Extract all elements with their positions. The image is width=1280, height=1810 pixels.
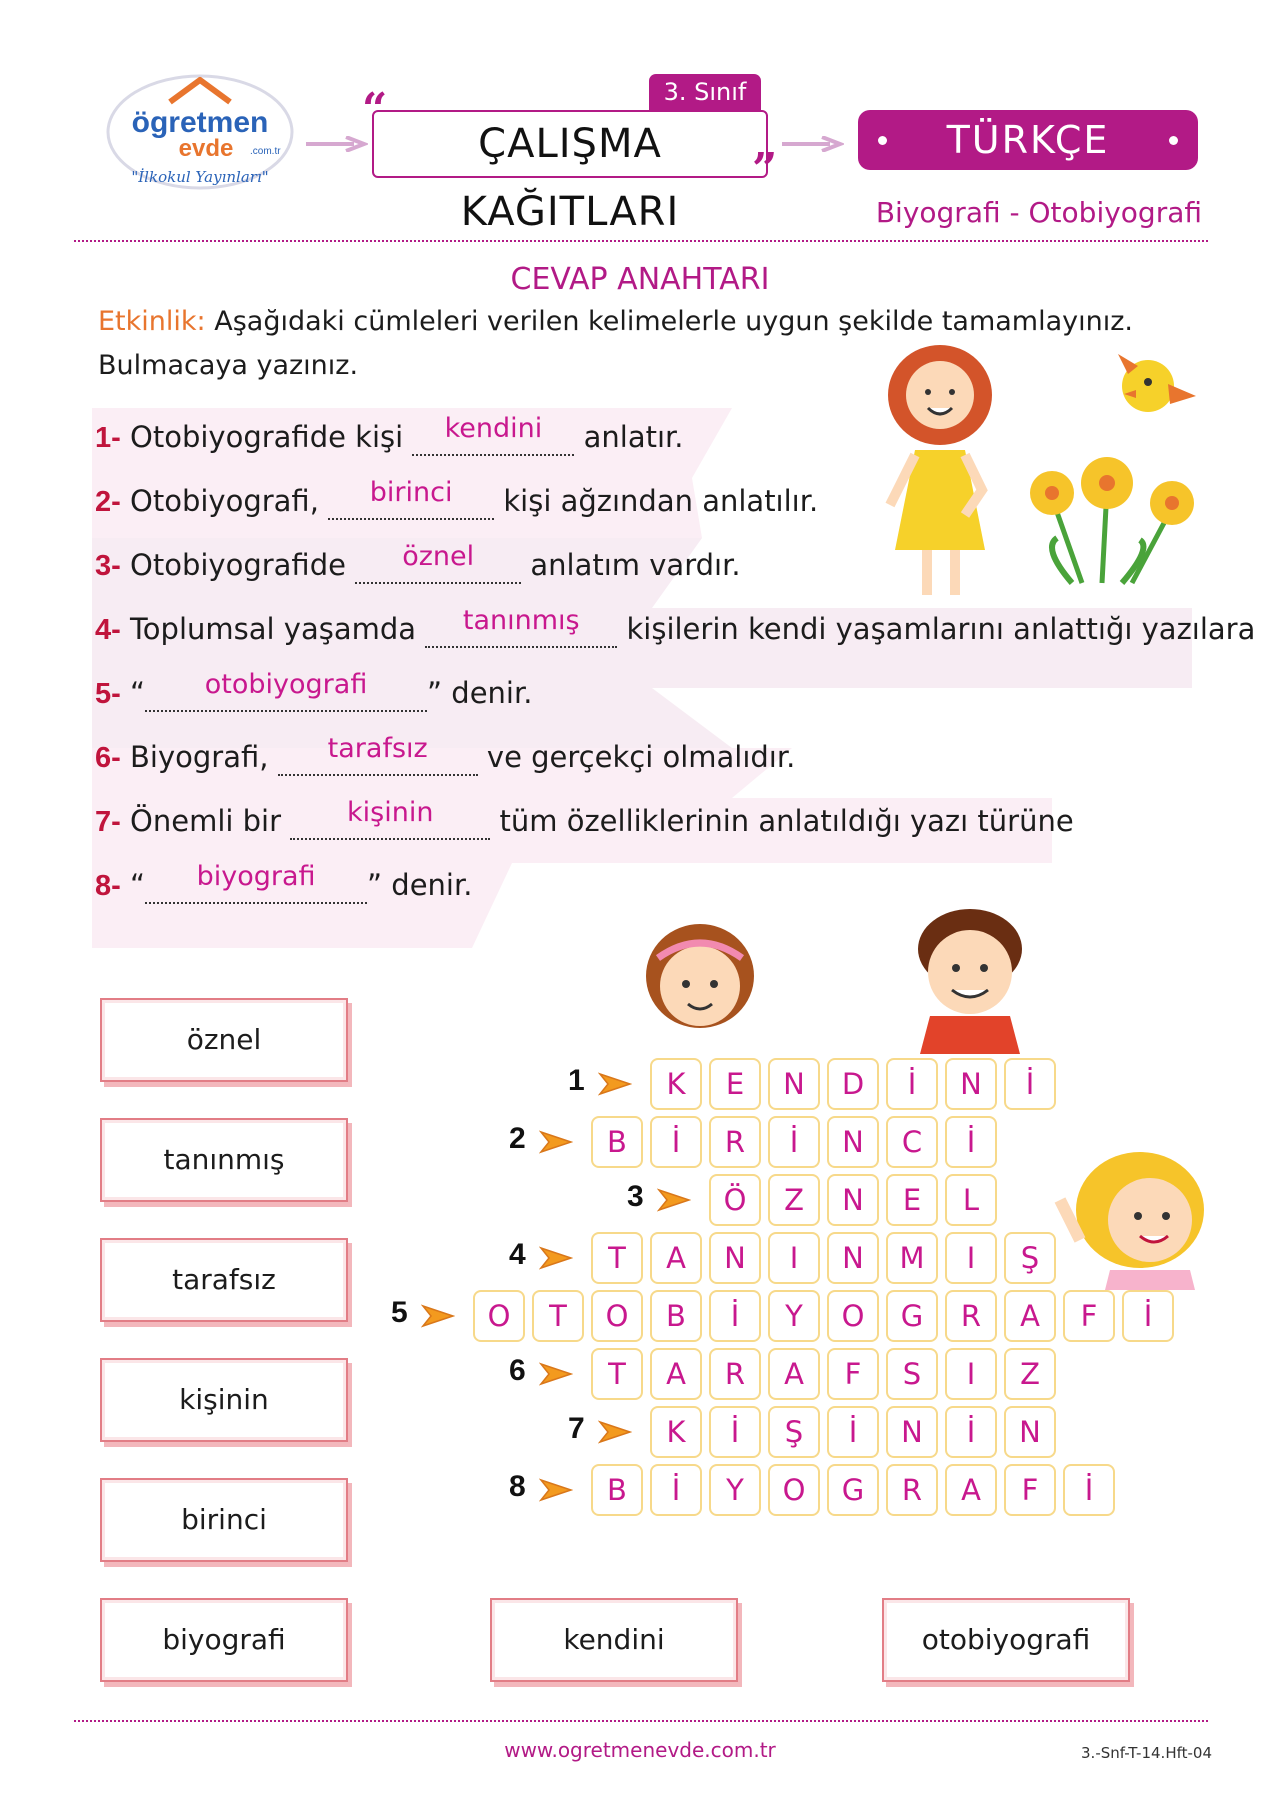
sentence-number: 6- — [95, 742, 121, 774]
sentence-item — [95, 605, 1256, 648]
puzzle-cell[interactable]: İ — [650, 1116, 702, 1168]
puzzle-row-number: 5 — [391, 1296, 408, 1329]
answer-blank[interactable] — [278, 733, 478, 776]
puzzle-cell[interactable]: N — [945, 1058, 997, 1110]
sentence-text: ” denir. — [427, 676, 533, 710]
puzzle-cell[interactable]: N — [768, 1058, 820, 1110]
divider — [74, 1720, 1208, 1722]
svg-text:"İlkokul Yayınları": "İlkokul Yayınları" — [131, 168, 269, 186]
puzzle-cell[interactable]: İ — [1122, 1290, 1174, 1342]
sentence-text: Toplumsal yaşamda — [130, 612, 426, 646]
puzzle-row-number: 8 — [509, 1470, 526, 1503]
puzzle-cell[interactable]: Z — [1004, 1348, 1056, 1400]
girl-illustration — [870, 340, 1020, 614]
girl-waving-illustration — [1040, 1140, 1230, 1294]
puzzle-cell[interactable]: E — [886, 1174, 938, 1226]
sentence-number: 5- — [95, 678, 121, 710]
sentence-text: Otobiyografide kişi — [130, 420, 413, 454]
puzzle-cell[interactable]: A — [945, 1464, 997, 1516]
puzzle-cell[interactable]: İ — [945, 1406, 997, 1458]
sentence-number: 2- — [95, 486, 121, 518]
logo — [100, 62, 300, 202]
puzzle-cell[interactable]: N — [709, 1232, 761, 1284]
word-box: tanınmış — [100, 1118, 348, 1202]
title-block — [362, 78, 778, 235]
puzzle-cell[interactable]: İ — [827, 1406, 879, 1458]
puzzle-cell[interactable]: E — [709, 1058, 761, 1110]
puzzle-cell[interactable]: N — [827, 1232, 879, 1284]
puzzle-cell[interactable]: İ — [709, 1406, 761, 1458]
arrow-right-icon — [539, 1246, 573, 1270]
instructions — [98, 300, 1198, 388]
answer-blank[interactable] — [290, 797, 490, 840]
sentence-text: Biyografi, — [130, 740, 278, 774]
puzzle-cell[interactable]: D — [827, 1058, 879, 1110]
puzzle-cell[interactable]: N — [1004, 1406, 1056, 1458]
answer-text: kendini — [444, 413, 543, 444]
kid-illustration — [640, 918, 760, 1042]
sentence-text: Önemli bir — [130, 804, 291, 838]
puzzle-cell[interactable]: N — [886, 1406, 938, 1458]
sentence-text: “ — [130, 676, 146, 710]
puzzle-cell[interactable]: İ — [1004, 1058, 1056, 1110]
puzzle-cell[interactable]: G — [886, 1290, 938, 1342]
puzzle-cell[interactable]: I — [945, 1348, 997, 1400]
subject-label: TÜRKÇE — [946, 118, 1110, 162]
arrow-right-icon — [598, 1072, 632, 1096]
topic-label: Biyografi - Otobiyografi — [875, 196, 1202, 229]
sentence-text: ve gerçekçi olmalıdır. — [477, 740, 796, 774]
sentence-text: anlatır. — [574, 420, 684, 454]
sentence-number: 8- — [95, 870, 121, 902]
puzzle-cell[interactable]: A — [650, 1348, 702, 1400]
puzzle-cell[interactable]: O — [768, 1464, 820, 1516]
puzzle-cell[interactable]: İ — [886, 1058, 938, 1110]
puzzle-cell[interactable]: L — [945, 1174, 997, 1226]
word-box: birinci — [100, 1478, 348, 1562]
puzzle-cell[interactable]: B — [650, 1290, 702, 1342]
word-box: kendini — [490, 1598, 738, 1682]
activity-label: Etkinlik: — [98, 306, 206, 337]
boy-illustration — [900, 904, 1040, 1058]
puzzle-cell[interactable]: F — [827, 1348, 879, 1400]
answer-blank[interactable] — [145, 669, 427, 712]
arrow-right-icon — [657, 1188, 691, 1212]
puzzle-cell[interactable]: Y — [768, 1290, 820, 1342]
puzzle-cell[interactable]: K — [650, 1058, 702, 1110]
puzzle-cell[interactable]: K — [650, 1406, 702, 1458]
puzzle-cell[interactable]: N — [827, 1116, 879, 1168]
sentence-item — [95, 413, 684, 456]
puzzle-cell[interactable]: B — [591, 1464, 643, 1516]
sentence-item — [95, 797, 1074, 840]
puzzle-cell[interactable]: R — [945, 1290, 997, 1342]
worksheet-code: 3.-Snf-T-14.Hft-04 — [1081, 1744, 1212, 1762]
puzzle-cell[interactable]: Y — [709, 1464, 761, 1516]
puzzle-cell[interactable]: İ — [650, 1464, 702, 1516]
word-box: biyografi — [100, 1598, 348, 1682]
puzzle-cell[interactable]: İ — [1063, 1464, 1115, 1516]
sentence-text: Otobiyografi, — [130, 484, 329, 518]
puzzle-cell[interactable]: S — [886, 1348, 938, 1400]
page-title: ÇALIŞMA KAĞITLARI — [460, 121, 680, 235]
puzzle-cell[interactable]: I — [945, 1232, 997, 1284]
arrow-right-icon — [598, 1420, 632, 1444]
puzzle-cell[interactable]: İ — [945, 1116, 997, 1168]
sentence-number: 4- — [95, 614, 121, 646]
puzzle-cell[interactable]: Ş — [768, 1406, 820, 1458]
puzzle-row-number: 6 — [509, 1354, 526, 1387]
sentence-number: 3- — [95, 550, 121, 582]
sentence-text: Otobiyografide — [130, 548, 356, 582]
puzzle-cell[interactable]: M — [886, 1232, 938, 1284]
sentence-text: “ — [130, 868, 146, 902]
puzzle-row-number: 7 — [568, 1412, 585, 1445]
sentence-number: 7- — [95, 806, 121, 838]
sentence-text: ” denir. — [367, 868, 473, 902]
puzzle-cell[interactable]: A — [650, 1232, 702, 1284]
puzzle-cell[interactable]: F — [1063, 1290, 1115, 1342]
puzzle-row-number: 3 — [627, 1180, 644, 1213]
puzzle-row-number: 1 — [568, 1064, 585, 1097]
puzzle-cell[interactable]: R — [886, 1464, 938, 1516]
puzzle-cell[interactable]: İ — [768, 1116, 820, 1168]
answer-text: otobiyografi — [204, 669, 368, 700]
divider — [74, 240, 1208, 242]
word-box: tarafsız — [100, 1238, 348, 1322]
answer-blank[interactable] — [425, 605, 617, 648]
arrow-right-icon — [782, 136, 844, 152]
puzzle-cell[interactable]: A — [1004, 1290, 1056, 1342]
answer-text: biyografi — [196, 861, 316, 892]
grade-label: 3. Sınıf — [649, 74, 761, 110]
arrow-right-icon — [421, 1304, 455, 1328]
answer-text: tarafsız — [327, 733, 428, 764]
answer-blank[interactable] — [328, 477, 494, 520]
puzzle-cell[interactable]: İ — [709, 1290, 761, 1342]
puzzle-cell[interactable]: G — [827, 1464, 879, 1516]
sentence-item — [95, 861, 473, 904]
puzzle-cell[interactable]: B — [591, 1116, 643, 1168]
puzzle-cell[interactable]: F — [1004, 1464, 1056, 1516]
sentence-text: tüm özelliklerinin anlatıldığı yazı türüne — [490, 804, 1074, 838]
arrow-right-icon — [306, 136, 368, 152]
answer-text: tanınmış — [462, 605, 580, 636]
puzzle-cell[interactable]: T — [591, 1232, 643, 1284]
puzzle-cell[interactable]: T — [532, 1290, 584, 1342]
puzzle-row-number: 4 — [509, 1238, 526, 1271]
puzzle-cell[interactable]: I — [768, 1232, 820, 1284]
puzzle-cell[interactable]: R — [709, 1116, 761, 1168]
sentence-number: 1- — [95, 422, 121, 454]
svg-text:ögretmen: ögretmen — [131, 106, 269, 139]
puzzle-cell[interactable]: O — [591, 1290, 643, 1342]
answer-blank[interactable] — [145, 861, 367, 904]
answer-text: öznel — [402, 541, 475, 572]
puzzle-cell[interactable]: T — [591, 1348, 643, 1400]
sentence-item — [95, 669, 533, 712]
answer-blank[interactable] — [412, 413, 574, 456]
word-box: otobiyografi — [882, 1598, 1130, 1682]
puzzle-cell[interactable]: N — [827, 1174, 879, 1226]
answer-blank[interactable] — [355, 541, 521, 584]
sentence-item — [95, 541, 741, 584]
arrow-right-icon — [539, 1130, 573, 1154]
sentence-text: kişilerin kendi yaşamlarını anlattığı yazılara — [617, 612, 1256, 646]
word-box: kişinin — [100, 1358, 348, 1442]
puzzle-cell[interactable]: O — [473, 1290, 525, 1342]
dot-icon — [1169, 136, 1178, 145]
svg-text:evde: evde — [178, 135, 234, 162]
answer-text: birinci — [369, 477, 453, 508]
open-quote-icon: “ — [362, 84, 388, 135]
arrow-right-icon — [539, 1478, 573, 1502]
puzzle-cell[interactable]: Z — [768, 1174, 820, 1226]
puzzle-cell[interactable]: Ş — [1004, 1232, 1056, 1284]
puzzle-cell[interactable]: R — [709, 1348, 761, 1400]
arrow-right-icon — [539, 1362, 573, 1386]
close-quote-icon: ” — [752, 144, 778, 195]
puzzle-cell[interactable]: C — [886, 1116, 938, 1168]
bird-icon — [1108, 344, 1198, 428]
flowers-illustration — [1022, 448, 1202, 592]
answer-text: kişinin — [347, 797, 434, 828]
puzzle-cell[interactable]: O — [827, 1290, 879, 1342]
sentence-item — [95, 733, 796, 776]
puzzle-row-number: 2 — [509, 1122, 526, 1155]
puzzle-cell[interactable]: A — [768, 1348, 820, 1400]
website-link[interactable]: www.ogretmenevde.com.tr — [504, 1738, 776, 1762]
sentence-text: anlatım vardır. — [521, 548, 741, 582]
sentence-text: kişi ağzından anlatılır. — [494, 484, 819, 518]
subject-badge — [858, 110, 1198, 170]
answer-key-heading: CEVAP ANAHTARI — [510, 262, 770, 297]
sentence-item — [95, 477, 819, 520]
svg-text:.com.tr: .com.tr — [250, 146, 281, 157]
dot-icon — [878, 136, 887, 145]
puzzle-cell[interactable]: Ö — [709, 1174, 761, 1226]
instructions-text: Aşağıdaki cümleleri verilen kelimelerle uygun şekilde tamamlayınız. Bulmacaya yazınız. — [98, 306, 1133, 381]
word-box: öznel — [100, 998, 348, 1082]
